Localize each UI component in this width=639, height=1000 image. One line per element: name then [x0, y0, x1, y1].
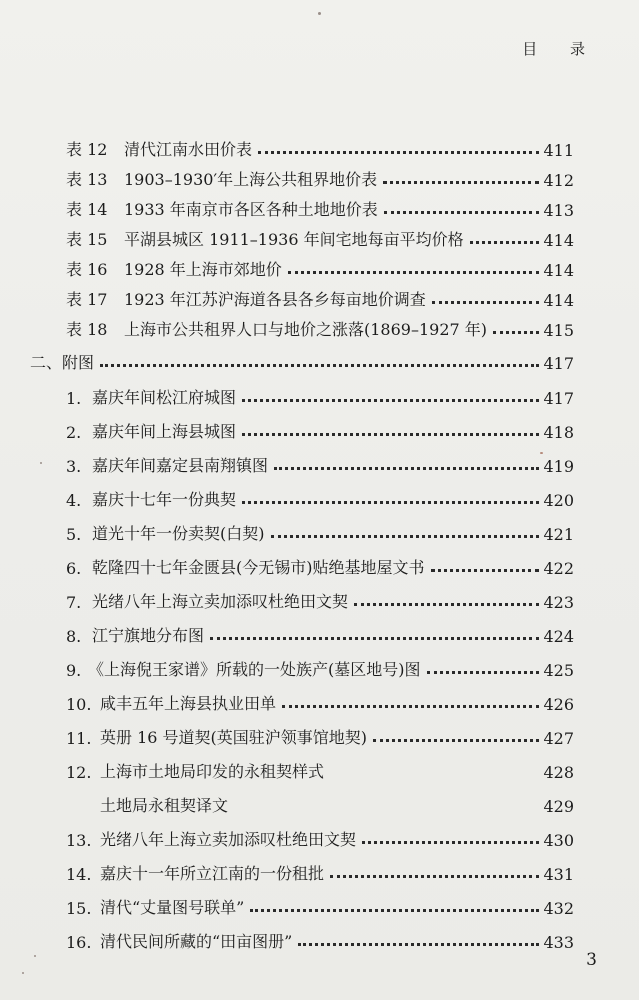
- dot-leader: [470, 241, 540, 244]
- toc-entry-figure-8[interactable]: [66, 616, 574, 646]
- dot-leader: [242, 433, 539, 436]
- dot-leader: [362, 841, 539, 844]
- entry-title: 清代“丈量图号联单”: [100, 898, 245, 917]
- entry-page: 414: [543, 261, 574, 280]
- dot-leader: [250, 909, 539, 912]
- entry-title: 嘉庆年间松江府城图: [92, 388, 237, 407]
- entry-title: 清代江南水田价表: [124, 140, 253, 159]
- dot-leader: [210, 637, 539, 640]
- dot-leader: [288, 271, 540, 274]
- dot-leader: [383, 181, 539, 184]
- entry-page: 424: [543, 627, 574, 646]
- toc-entry-table-16[interactable]: [66, 250, 574, 280]
- entry-page: 419: [543, 457, 574, 476]
- entry-page: 414: [543, 291, 574, 310]
- toc-entry-figure-11[interactable]: [66, 718, 574, 748]
- entry-title: 江宁旗地分布图: [92, 626, 205, 645]
- entry-title: 嘉庆十一年所立江南的一份租批: [100, 864, 325, 883]
- dot-leader: [431, 569, 540, 572]
- entry-page: 417: [543, 389, 574, 408]
- scan-speck: [22, 972, 24, 974]
- entry-number: 5.: [66, 525, 82, 544]
- entry-page: 411: [543, 141, 574, 160]
- scan-speck: [540, 452, 543, 454]
- entry-page: 428: [543, 763, 574, 782]
- entry-page: 426: [543, 695, 574, 714]
- entry-title: 嘉庆年间嘉定县南翔镇图: [92, 456, 269, 475]
- entry-number: 2.: [66, 423, 82, 442]
- scan-speck: [34, 955, 36, 957]
- entry-title: 光绪八年上海立卖加添叹杜绝田文契: [100, 830, 357, 849]
- entry-number: 3.: [66, 457, 82, 476]
- dot-leader: [271, 535, 540, 538]
- dot-leader: [242, 501, 539, 504]
- entry-number: 9.: [66, 661, 82, 680]
- entry-number: 13.: [66, 831, 92, 850]
- entry-number: 1.: [66, 389, 82, 408]
- toc-entry-figure-12-translation[interactable]: [66, 786, 574, 816]
- dot-leader: [274, 467, 539, 470]
- toc-entry-figure-7[interactable]: [66, 582, 574, 612]
- entry-number: 6.: [66, 559, 82, 578]
- entry-page: 422: [543, 559, 574, 578]
- scan-speck: [40, 462, 42, 464]
- entry-page: 412: [543, 171, 574, 190]
- toc-entry-table-12[interactable]: [66, 130, 574, 160]
- entry-title: 嘉庆年间上海县城图: [92, 422, 237, 441]
- entry-number: 4.: [66, 491, 82, 510]
- page-number: 3: [586, 950, 597, 970]
- entry-title: 上海市公共租界人口与地价之涨落(1869–1927 年): [124, 320, 488, 339]
- entry-page: 418: [543, 423, 574, 442]
- entry-title: 平湖县城区 1911–1936 年间宅地每亩平均价格: [124, 230, 464, 249]
- entry-page: 420: [543, 491, 574, 510]
- entry-page: 414: [543, 231, 574, 250]
- toc-entry-table-13[interactable]: [66, 160, 574, 190]
- entry-number: 14.: [66, 865, 92, 884]
- entry-number: 表 17: [66, 290, 108, 309]
- entry-title: 1933 年南京市各区各种土地地价表: [124, 200, 378, 219]
- entry-number: 12.: [66, 763, 92, 782]
- scan-speck: [318, 12, 321, 15]
- toc-entry-figure-12[interactable]: [66, 752, 574, 782]
- entry-title: 清代民间所藏的“田亩图册”: [100, 932, 293, 951]
- entry-page: 433: [543, 933, 574, 952]
- entry-page: 415: [543, 321, 574, 340]
- toc-entry-figure-9[interactable]: [66, 650, 574, 680]
- entry-page: 429: [543, 797, 574, 816]
- dot-leader: [258, 151, 539, 154]
- entry-title: 土地局永租契译文: [100, 796, 229, 815]
- entry-title: 嘉庆十七年一份典契: [92, 490, 237, 509]
- dot-leader: [384, 211, 540, 214]
- entry-number: 表 12: [66, 140, 108, 159]
- dot-leader: [282, 705, 539, 708]
- toc-entry-figure-6[interactable]: [66, 548, 574, 578]
- toc-entry-figure-2[interactable]: [66, 412, 574, 442]
- entry-number: 8.: [66, 627, 82, 646]
- toc-entry-figure-10[interactable]: [66, 684, 574, 714]
- toc-entry-figure-4[interactable]: [66, 480, 574, 510]
- dot-leader: [242, 399, 539, 402]
- entry-title: 上海市土地局印发的永租契样式: [100, 762, 325, 781]
- entry-number: 表 18: [66, 320, 108, 339]
- toc-entry-figure-3[interactable]: [66, 446, 574, 476]
- toc-entry-table-18[interactable]: [66, 310, 574, 340]
- toc-entry-figure-14[interactable]: [66, 854, 574, 884]
- entry-title: 《上海倪王家谱》所载的一处族产(墓区地号)图: [88, 660, 421, 679]
- entry-number: 16.: [66, 933, 92, 952]
- toc-entry-figure-13[interactable]: [66, 820, 574, 850]
- dot-leader: [100, 364, 539, 367]
- dot-leader: [432, 301, 540, 304]
- toc-entry-table-14[interactable]: [66, 190, 574, 220]
- toc-entry-figure-1[interactable]: [66, 378, 574, 408]
- entry-title: 咸丰五年上海县执业田单: [100, 694, 277, 713]
- toc-section-figures[interactable]: [30, 343, 574, 373]
- entry-number: 7.: [66, 593, 82, 612]
- entry-page: 425: [543, 661, 574, 680]
- running-header: 目 录: [522, 40, 599, 58]
- entry-number: 15.: [66, 899, 92, 918]
- entry-page: 421: [543, 525, 574, 544]
- toc-entry-table-17[interactable]: [66, 280, 574, 310]
- entry-title: 1928 年上海市郊地价: [124, 260, 282, 279]
- entry-title: 1923 年江苏沪海道各县各乡每亩地价调查: [124, 290, 426, 309]
- entry-number: 表 13: [66, 170, 108, 189]
- section-label: 二、附图: [30, 353, 95, 372]
- toc-entry-figure-15[interactable]: [66, 888, 574, 918]
- dot-leader: [354, 603, 539, 606]
- entry-number: 表 15: [66, 230, 108, 249]
- toc-entry-table-15[interactable]: [66, 220, 574, 250]
- entry-title: 道光十年一份卖契(白契): [92, 524, 265, 543]
- dot-leader: [373, 739, 539, 742]
- entry-number: 10.: [66, 695, 92, 714]
- entry-page: 423: [543, 593, 574, 612]
- entry-page: 430: [543, 831, 574, 850]
- dot-leader: [427, 671, 540, 674]
- entry-page: 427: [543, 729, 574, 748]
- entry-page: 413: [543, 201, 574, 220]
- entry-title: 乾隆四十七年金匮县(今无锡市)贴绝基地屋文书: [92, 558, 425, 577]
- section-page: 417: [543, 354, 574, 373]
- entry-number: 表 16: [66, 260, 108, 279]
- dot-leader: [330, 875, 539, 878]
- entry-title: 1903–1930′年上海公共租界地价表: [124, 170, 378, 189]
- entry-page: 431: [543, 865, 574, 884]
- dot-leader: [298, 943, 539, 946]
- toc-entry-figure-16[interactable]: [66, 922, 574, 952]
- dot-leader: [493, 331, 539, 334]
- entry-number: 11.: [66, 729, 92, 748]
- entry-page: 432: [543, 899, 574, 918]
- entry-title: 英册 16 号道契(英国驻沪领事馆地契): [100, 728, 368, 747]
- toc-entry-figure-5[interactable]: [66, 514, 574, 544]
- entry-number: 表 14: [66, 200, 108, 219]
- entry-title: 光绪八年上海立卖加添叹杜绝田文契: [92, 592, 349, 611]
